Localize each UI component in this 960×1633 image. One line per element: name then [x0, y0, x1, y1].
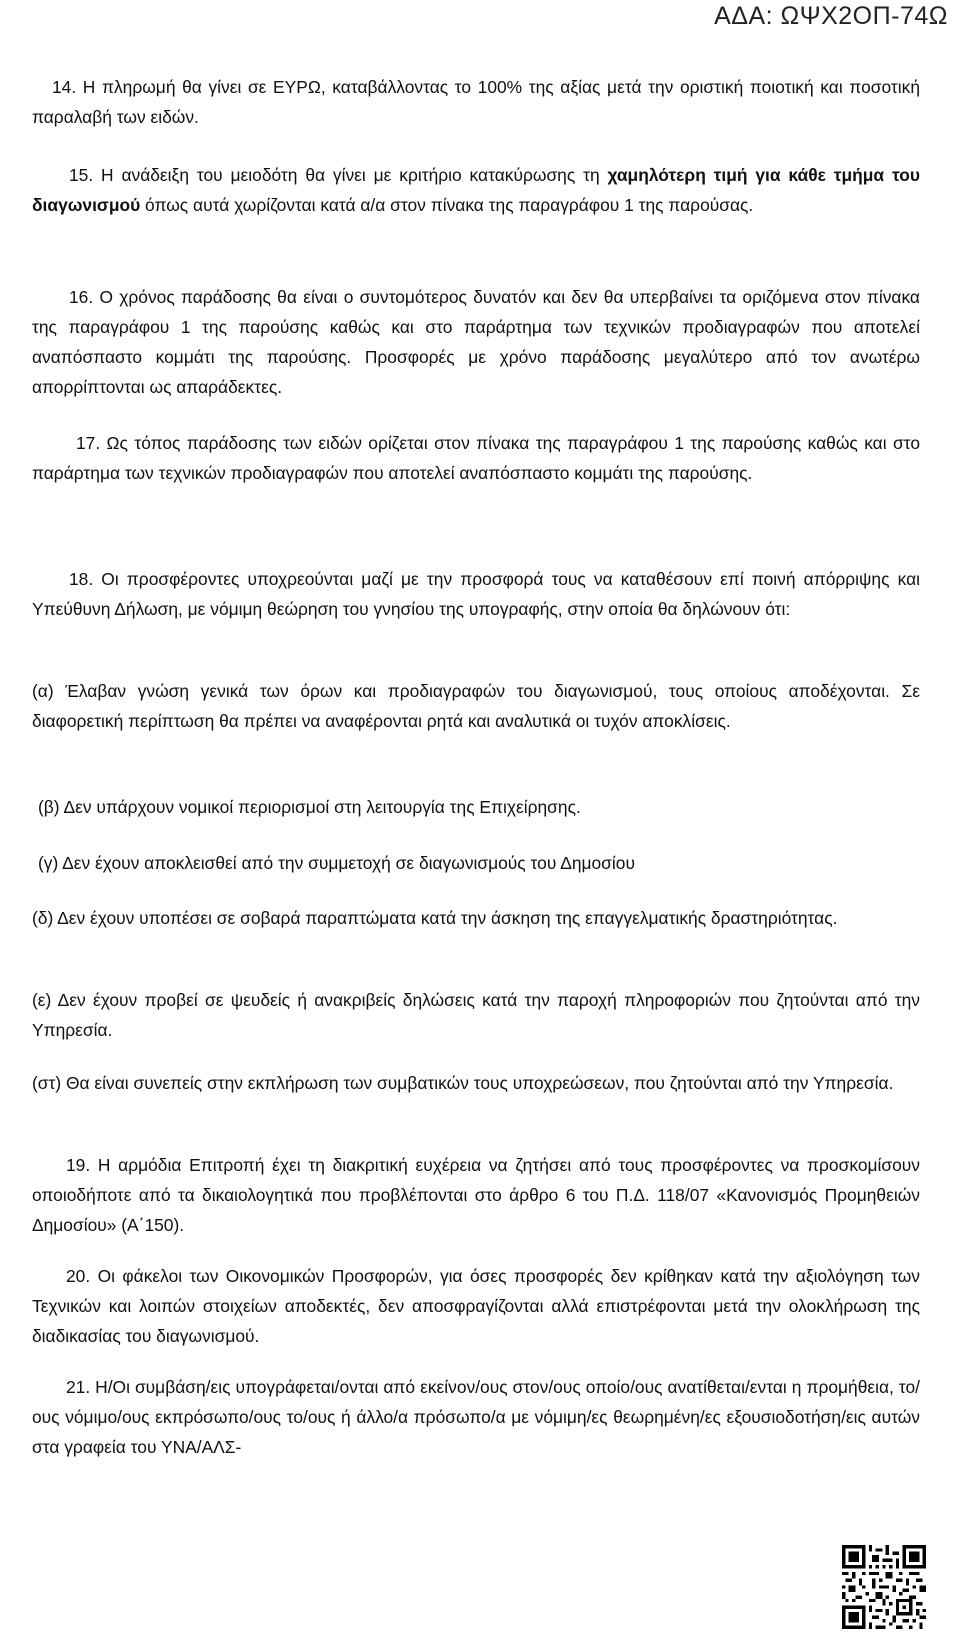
declaration-item-d-text: (δ) Δεν έχουν υποπέσει σε σοβαρά παραπτώματα κατά την άσκηση της επαγγελματικής δραστηριότητας. — [32, 908, 838, 928]
paragraph-16-text: 16. Ο χρόνος παράδοσης θα είναι ο συντομότερος δυνατόν και δεν θα υπερβαίνει τα οριζόμενα στον πίνακα της παραγράφου 1 της παρούσης καθώς και στο παράρτημα των τεχνικών προδιαγραφών που αποτελεί αναπόσπαστο κομμάτι της παρούσης. Προσφορές με χρόνο παράδοσης μεγαλύτερο από τον ανωτέρω απορρίπτονται ως απαράδεκτες. — [32, 287, 920, 397]
declaration-item-b — [32, 792, 920, 822]
paragraph-15 — [32, 160, 920, 220]
ada-code: ΑΔΑ: ΩΨΧ2ΟΠ-74Ω — [714, 2, 948, 30]
qr-code-icon — [842, 1545, 926, 1629]
paragraph-15-text-start: 15. Η ανάδειξη του μειοδότη θα γίνει με κριτήριο κατακύρωσης τη — [69, 165, 608, 185]
declaration-item-a-text: (α) Έλαβαν γνώση γενικά των όρων και προδιαγραφών του διαγωνισμού, τους οποίους αποδέχονται. Σε διαφορετική περίπτωση θα πρέπει να αναφέρονται ρητά και αναλυτικά οι τυχόν αποκλίσεις. — [32, 681, 920, 731]
declaration-item-b-text: (β) Δεν υπάρχουν νομικοί περιορισμοί στη λειτουργία της Επιχείρησης. — [38, 797, 581, 817]
declaration-item-d — [32, 903, 920, 933]
declaration-item-a — [32, 676, 920, 736]
paragraph-20 — [32, 1261, 920, 1351]
paragraph-16 — [32, 282, 920, 402]
declaration-item-e-text: (ε) Δεν έχουν προβεί σε ψευδείς ή ανακριβείς δηλώσεις κατά την παροχή πληροφοριών που ζητούνται από την Υπηρεσία. — [32, 990, 920, 1040]
paragraph-17-text: 17. Ως τόπος παράδοσης των ειδών ορίζεται στον πίνακα της παραγράφου 1 της παρούσης καθώς και στο παράρτημα των τεχνικών προδιαγραφών που αποτελεί αναπόσπαστο κομμάτι της παρούσης. — [32, 433, 920, 483]
paragraph-21-text: 21. Η/Οι συμβάση/εις υπογράφεται/ονται από εκείνον/ους στον/ους οποίο/ους ανατίθεται/ενται η προμήθεια, το/ους νόμιμο/ους εκπρόσωπο/ους το/ους ή άλλο/α πρόσωπο/α με νόμιμη/ες θεωρημένη/ες εξουσιοδοτήση/εις αυτών στα γραφεία του ΥΝΑ/ΑΛΣ- — [32, 1377, 920, 1457]
paragraph-14 — [32, 72, 920, 132]
declaration-item-st-text: (στ) Θα είναι συνεπείς στην εκπλήρωση των συμβατικών τους υποχρεώσεων, που ζητούνται από την Υπηρεσία. — [32, 1073, 894, 1093]
declaration-item-g — [32, 848, 920, 878]
paragraph-17 — [32, 428, 920, 488]
paragraph-14-text: 14. Η πληρωμή θα γίνει σε ΕΥΡΩ, καταβάλλοντας το 100% της αξίας μετά την οριστική ποιοτική και ποσοτική παραλαβή των ειδών. — [32, 77, 920, 127]
declaration-item-e — [32, 985, 920, 1045]
paragraph-19 — [32, 1150, 920, 1240]
paragraph-19-text: 19. Η αρμόδια Επιτροπή έχει τη διακριτική ευχέρεια να ζητήσει από τους προσφέροντες να προσκομίσουν οποιοδήποτε από τα δικαιολογητικά που προβλέπονται στο άρθρο 6 του Π.Δ. 118/07 «Κανονισμός Προμηθειών Δημοσίου» (Α΄150). — [32, 1155, 920, 1235]
paragraph-18 — [32, 564, 920, 624]
declaration-item-g-text: (γ) Δεν έχουν αποκλεισθεί από την συμμετοχή σε διαγωνισμούς του Δημοσίου — [38, 853, 635, 873]
paragraph-20-text: 20. Οι φάκελοι των Οικονομικών Προσφορών, για όσες προσφορές δεν κρίθηκαν κατά την αξιολόγηση των Τεχνικών και λοιπών στοιχείων αποδεκτές, δεν αποσφραγίζονται αλλά επιστρέφονται μετά την ολοκλήρωση της διαδικασίας του διαγωνισμού. — [32, 1266, 920, 1346]
paragraph-15-text-end: όπως αυτά χωρίζονται κατά α/α στον πίνακα της παραγράφου 1 της παρούσας. — [140, 195, 754, 215]
paragraph-21 — [32, 1372, 920, 1462]
declaration-item-st — [32, 1068, 920, 1098]
paragraph-18-text: 18. Οι προσφέροντες υποχρεούνται μαζί με την προσφορά τους να καταθέσουν επί ποινή απόρριψης και Υπεύθυνη Δήλωση, με νόμιμη θεώρηση του γνησίου της υπογραφής, στην οποία θα δηλώνουν ότι: — [32, 569, 920, 619]
paragraph-15-bold-text: χαμηλότερη τιμή για κάθε τμήμα του διαγωνισμού — [32, 165, 920, 215]
